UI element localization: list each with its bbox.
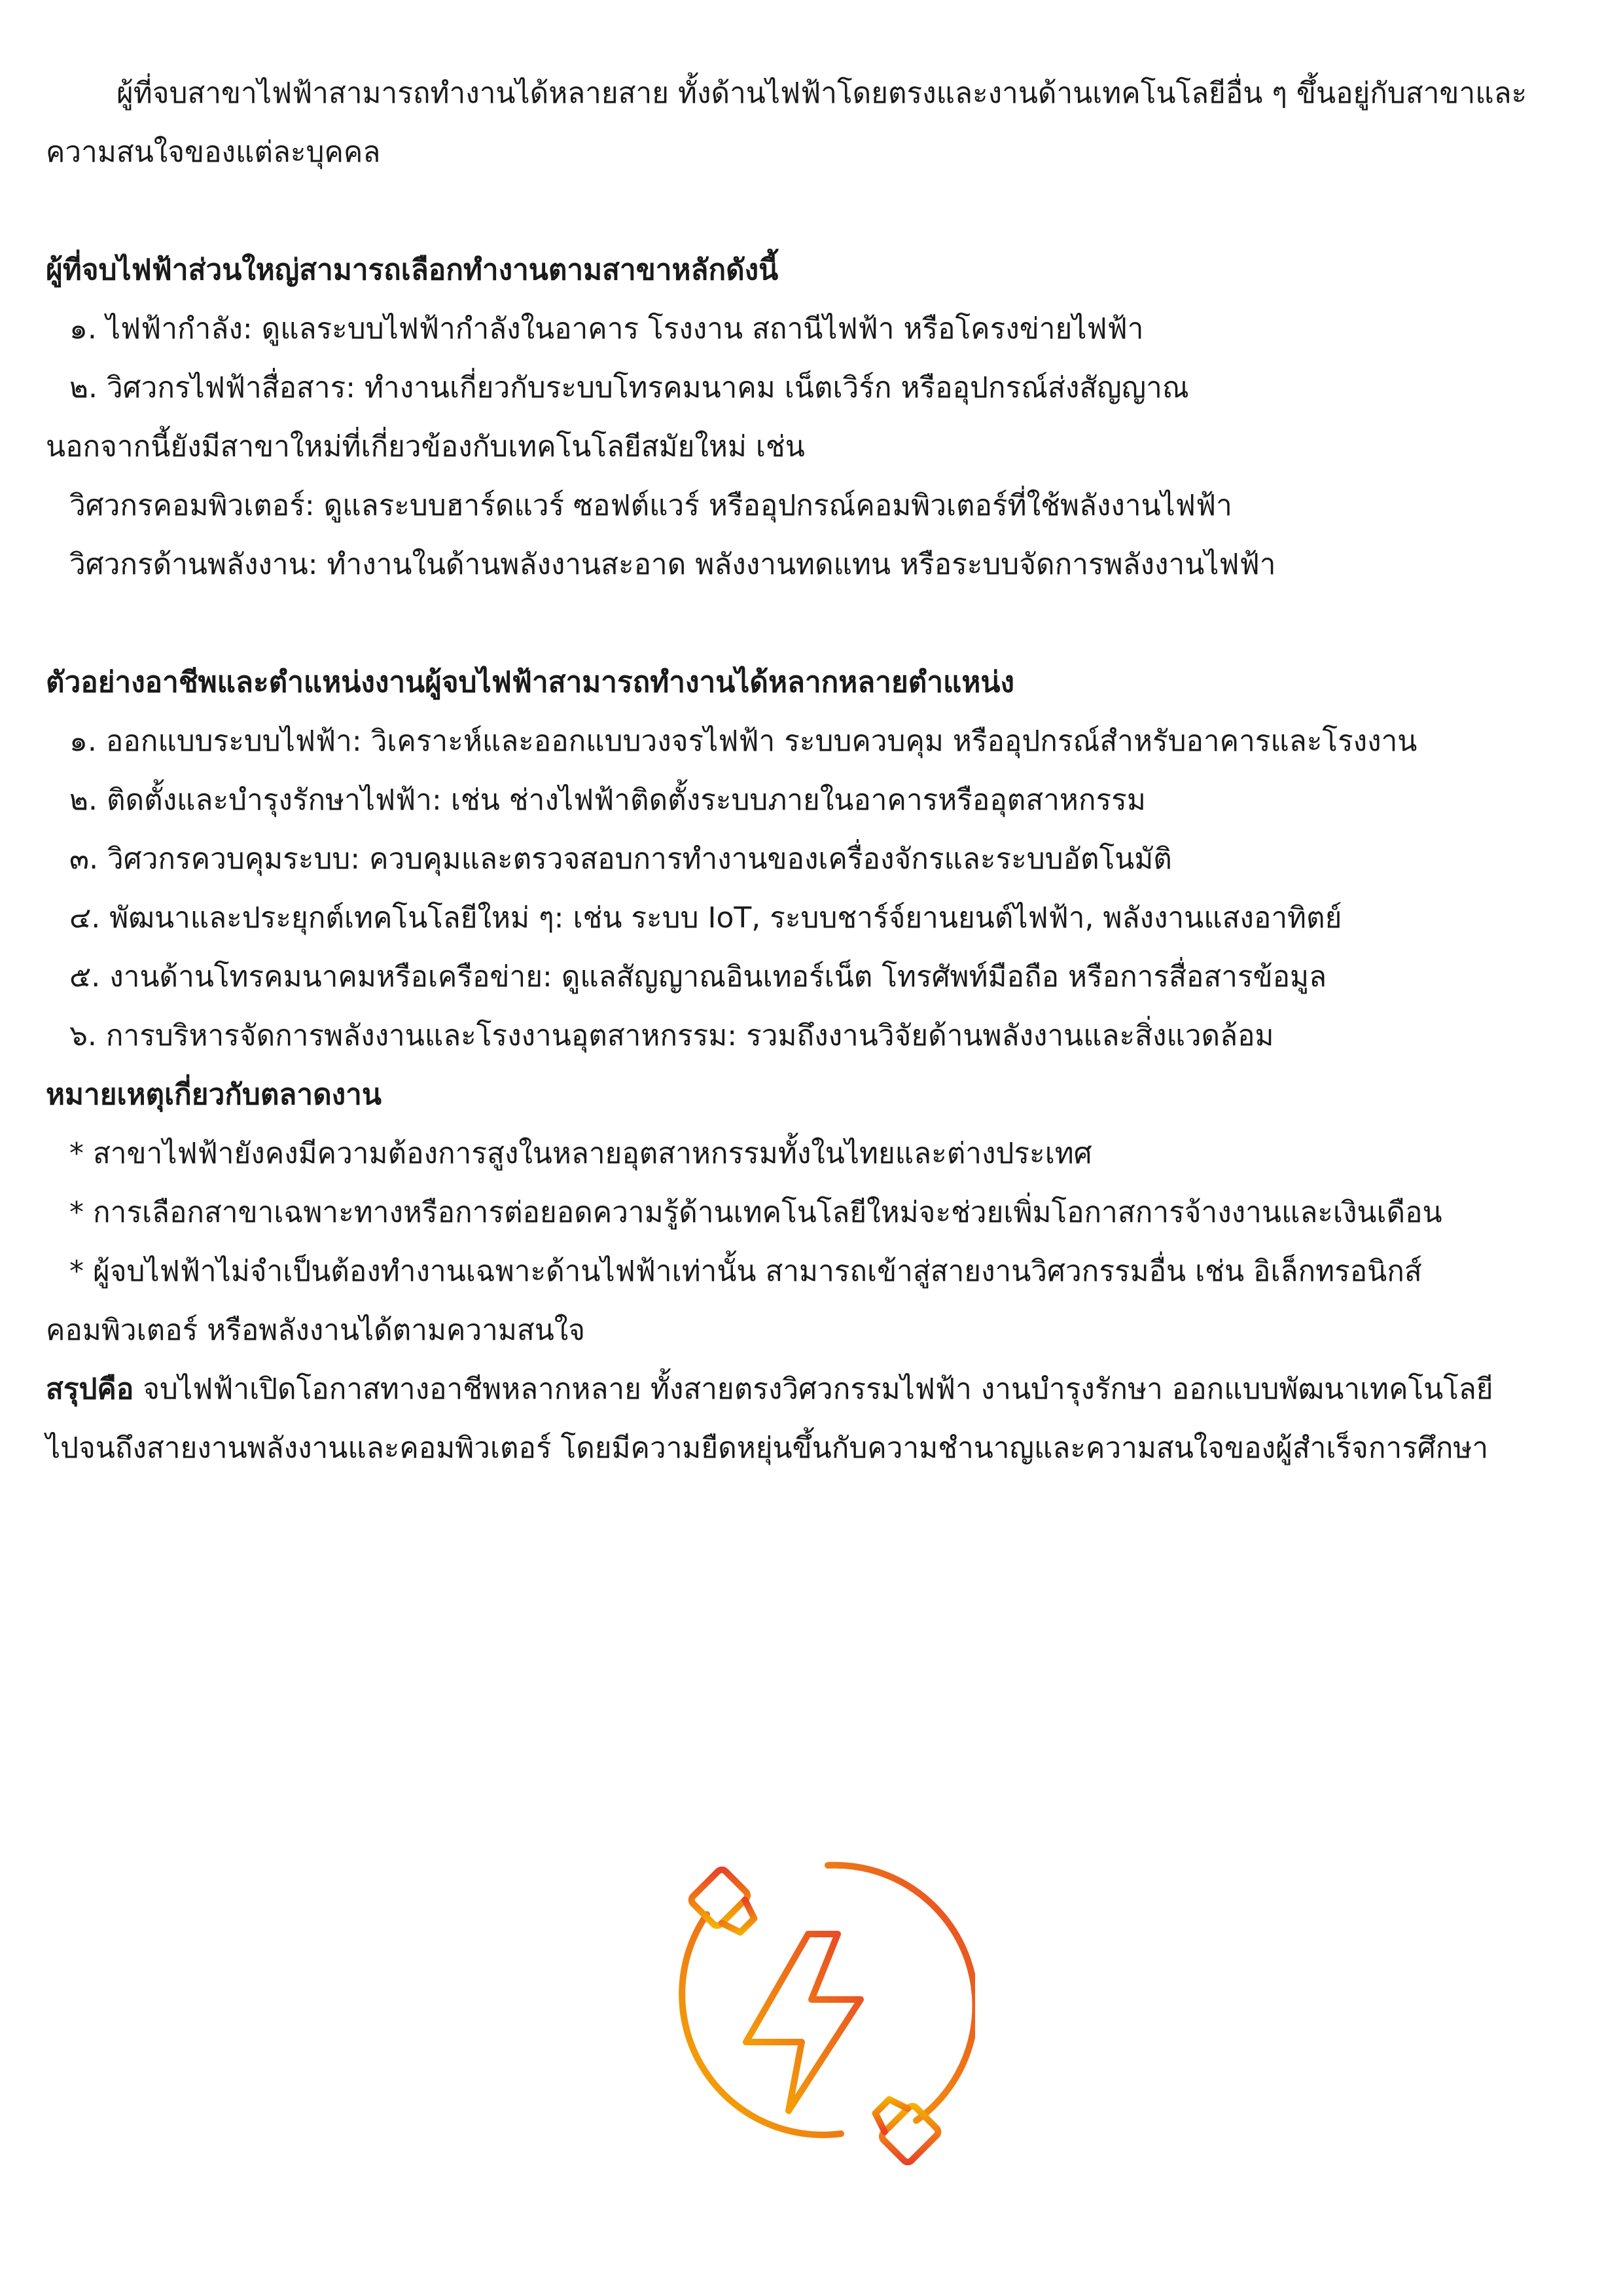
career-item-6: ๖. การบริหารจัดการพลังงานและโรงงานอุตสาหกรรม: รวมถึงงานวิจัยด้านพลังงานและสิ่งแวดล้อม [69,1019,1274,1052]
branches-extra-intro: นอกจากนี้ยังมีสาขาใหม่ที่เกี่ยวข้องกับเทคโนโลยีสมัยใหม่ เช่น [46,430,805,463]
note-item-1: * สาขาไฟฟ้ายังคงมีความต้องการสูงในหลายอุตสาหกรรมทั้งในไทยและต่างประเทศ [69,1137,1092,1170]
document-body [46,64,1577,1478]
ring-arc-right [828,1865,975,2121]
spacer [46,182,1577,241]
career-item-4: ๔. พัฒนาและประยุกต์เทคโนโลยีใหม่ ๆ: เช่น ระบบ IoT, ระบบชาร์จ์ยานยนต์ไฟฟ้า, พลังงานแสงอาทิตย์ [69,901,1342,935]
career-item-3: ๓. วิศวกรควบคุมระบบ: ควบคุมและตรวจสอบการทำงานของเครื่องจักรและระบบอัตโนมัติ [69,842,1172,876]
career-item-2: ๒. ติดตั้งและบำรุงรักษาไฟฟ้า: เช่น ช่างไฟฟ้าติดตั้งระบบภายในอาคารหรืออุตสาหกรรม [69,783,1146,817]
branches-heading: ผู้ที่จบไฟฟ้าส่วนใหญ่สามารถเลือกทำงานตามสาขาหลักดังนี้ [46,253,779,287]
summary-lead: สรุปคือ [46,1372,134,1406]
note-item-2: * การเลือกสาขาเฉพาะทางหรือการต่อยอดความรู้ด้านเทคโนโลยีใหม่จะช่วยเพิ่มโอกาสการจ้างงานและเงินเดือน [69,1196,1442,1229]
summary-line-2: ไปจนถึงสายงานพลังงานและคอมพิวเตอร์ โดยมีความยืดหยุ่นขึ้นกับความชำนาญและความสนใจของผู้สำเร็จการศึกษา [46,1431,1489,1465]
career-item-5: ๕. งานด้านโทรคมนาคมหรือเครือข่าย: ดูแลสัญญาณอินเทอร์เน็ต โทรศัพท์มือถือ หรือการสื่อสารข้อมูล [69,960,1327,994]
intro-line-2: ความสนใจของแต่ละบุคคล [46,135,381,169]
plug-top-left-icon [673,1852,776,1954]
summary-line-1 [46,1360,1577,1419]
intro-line-1: ผู้ที่จบสาขาไฟฟ้าสามารถทำงานได้หลายสาย ทั้งด้านไฟฟ้าโดยตรงและงานด้านเทคโนโลยีอื่น ๆ ขึ้นอยู่กับสาขาและ [116,77,1527,110]
branch-extra-item-1: วิศวกรคอมพิวเตอร์: ดูแลระบบฮาร์ดแวร์ ซอฟต์แวร์ หรืออุปกรณ์คอมพิวเตอร์ที่ใช้พลังงานไฟฟ้า [69,489,1232,522]
lightning-bolt-icon [746,1934,861,2111]
ring-arc-left [682,1914,841,2135]
note-continuation: คอมพิวเตอร์ หรือพลังงานได้ตามความสนใจ [46,1314,586,1347]
summary-text-1: จบไฟฟ้าเปิดโอกาสทางอาชีพหลากหลาย ทั้งสายตรงวิศวกรรมไฟฟ้า งานบำรุงรักษา ออกแบบพัฒนาเทคโนโลยี [134,1372,1493,1406]
branch-item-1: ๑. ไฟฟ้ากำลัง: ดูแลระบบไฟฟ้ากำลังในอาคาร โรงงาน สถานีไฟฟ้า หรือโครงข่ายไฟฟ้า [69,312,1144,346]
branch-item-2: ๒. วิศวกรไฟฟ้าสื่อสาร: ทำงานเกี่ยวกับระบบโทรคมนาคม เน็ตเวิร์ก หรืออุปกรณ์ส่งสัญญาณ [69,371,1189,404]
careers-heading: ตัวอย่างอาชีพและตำแหน่งงานผู้จบไฟฟ้าสามารถทำงานได้หลากหลายตำแหน่ง [46,666,1014,699]
note-item-3: * ผู้จบไฟฟ้าไม่จำเป็นต้องทำงานเฉพาะด้านไฟฟ้าเท่านั้น สามารถเข้าสู่สายงานวิศวกรรมอื่น เช่น อิเล็กทรอนิกส์ [69,1255,1422,1288]
plug-lightning-svg [654,1846,975,2186]
career-item-1: ๑. ออกแบบระบบไฟฟ้า: วิเคราะห์และออกแบบวงจรไฟฟ้า ระบบควบคุม หรืออุปกรณ์สำหรับอาคารและโรงงาน [69,725,1418,758]
electric-plug-lightning-icon [654,1846,975,2186]
spacer [46,594,1577,653]
notes-heading: หมายเหตุเกี่ยวกับตลาดงาน [46,1078,382,1111]
branch-extra-item-2: วิศวกรด้านพลังงาน: ทำงานในด้านพลังงานสะอาด พลังงานทดแทน หรือระบบจัดการพลังงานไฟฟ้า [69,548,1276,581]
